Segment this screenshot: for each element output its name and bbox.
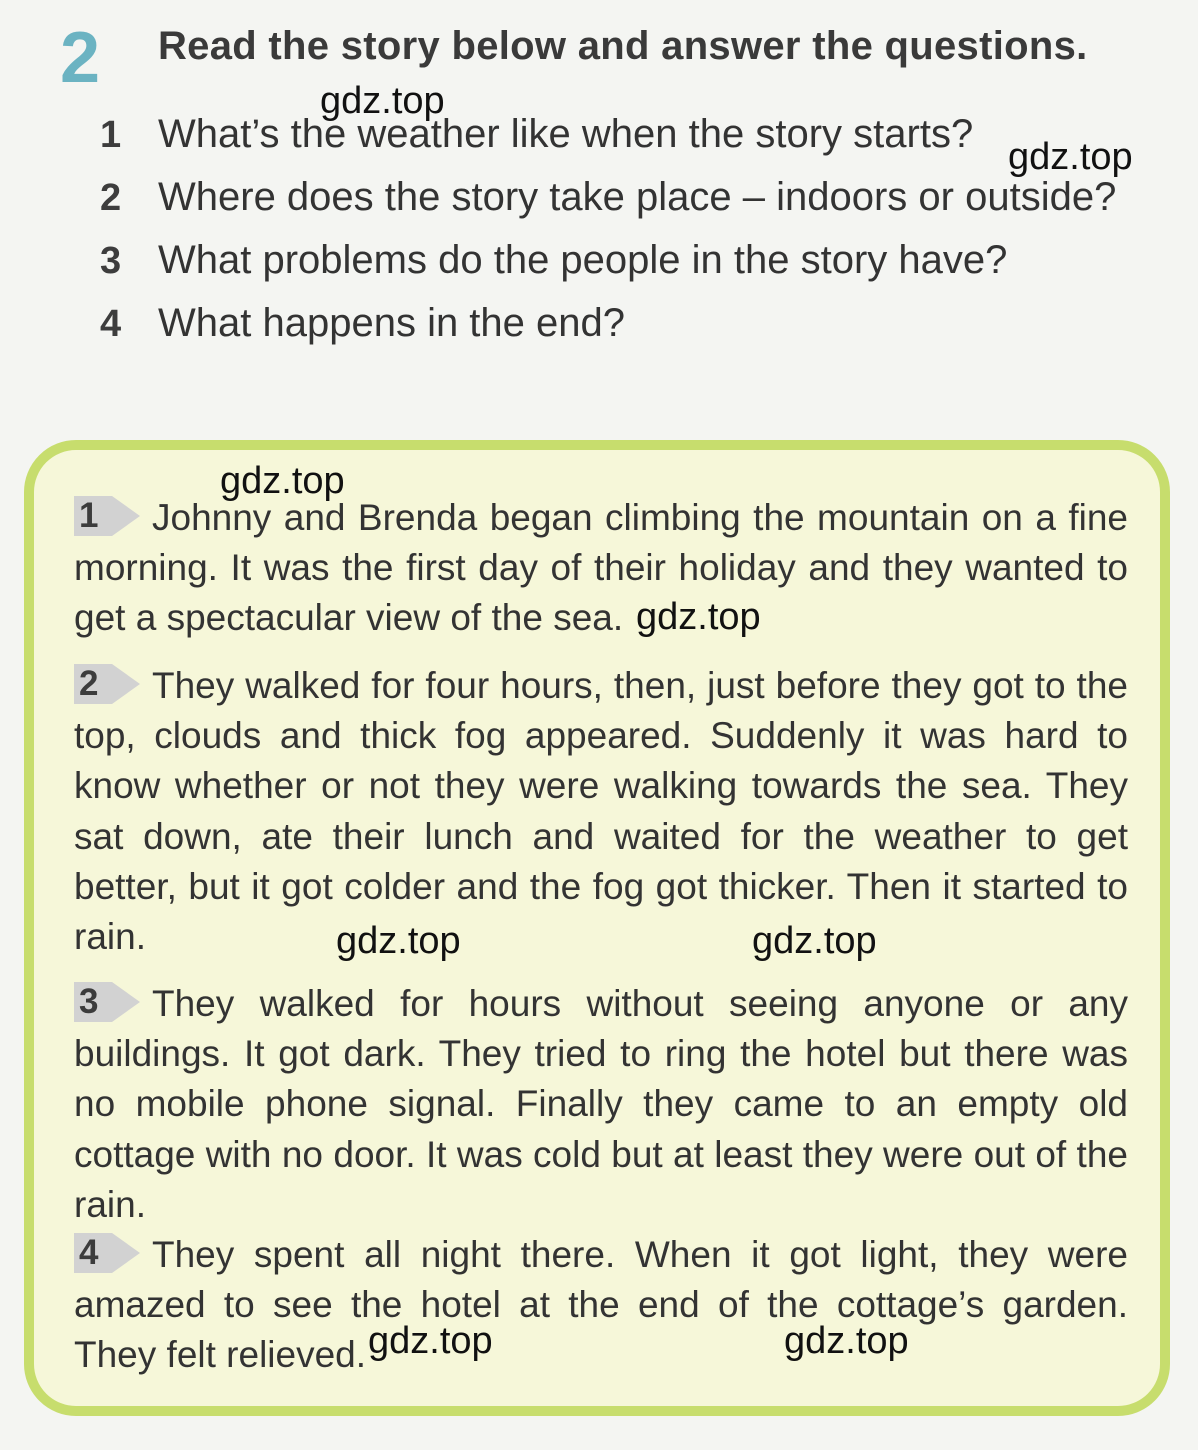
question-text: What problems do the people in the story have?	[158, 238, 1008, 282]
paragraph-marker	[74, 1233, 140, 1273]
watermark: gdz.top	[784, 1320, 909, 1362]
watermark: gdz.top	[752, 920, 877, 962]
question-number: 3	[100, 240, 122, 282]
paragraph-text: Johnny and Brenda began climbing the mountain on a fine morning. It was the first day of their holiday and they wanted to get a spectacular view of the sea.	[74, 497, 1128, 639]
question-item	[100, 238, 1180, 301]
watermark: gdz.top	[320, 80, 445, 122]
paragraph-marker	[74, 496, 140, 536]
story-paragraph	[74, 661, 1128, 962]
paragraph-text: They spent all night there. When it got light, they were amazed to see the hotel at the end of the cottage’s garden. They felt relieved.	[74, 1234, 1128, 1376]
question-number: 4	[100, 303, 122, 345]
paragraph-number: 1	[79, 496, 99, 535]
watermark: gdz.top	[220, 460, 345, 502]
question-item	[100, 175, 1180, 238]
watermark: gdz.top	[368, 1320, 493, 1362]
paragraph-text: They walked for hours without seeing anyone or any buildings. It got dark. They tried to ring the hotel but there was no mobile phone signal. Finally they came to an empty old cottage with no door. It was cold but at least they were out of the rain.	[74, 983, 1128, 1225]
paragraph-marker	[74, 982, 140, 1022]
paragraph-text: They walked for four hours, then, just before they got to the top, clouds and thick fog appeared. Suddenly it was hard to know whether or not they were walking towards the sea. They sat down, ate their lunch and waited for the weather to get better, but it got colder and the fog got thicker. Then it started to rain.	[74, 665, 1128, 958]
watermark: gdz.top	[336, 920, 461, 962]
story-paragraph	[74, 979, 1128, 1230]
story-paragraph	[74, 493, 1128, 644]
question-number: 1	[100, 114, 122, 156]
question-item	[100, 301, 1180, 364]
paragraph-number: 4	[79, 1233, 99, 1272]
paragraph-marker	[74, 664, 140, 704]
watermark: gdz.top	[1008, 136, 1133, 178]
paragraph-number: 2	[79, 664, 99, 703]
task-number: 2	[60, 18, 101, 98]
story-paragraph	[74, 1230, 1128, 1381]
question-number: 2	[100, 177, 122, 219]
question-text: What’s the weather like when the story starts?	[158, 112, 974, 156]
task-title: Read the story below and answer the questions.	[158, 24, 1088, 68]
question-text: What happens in the end?	[158, 301, 626, 345]
paragraph-number: 3	[79, 982, 99, 1021]
question-text: Where does the story take place – indoors or outside?	[158, 175, 1117, 219]
watermark: gdz.top	[636, 596, 761, 638]
